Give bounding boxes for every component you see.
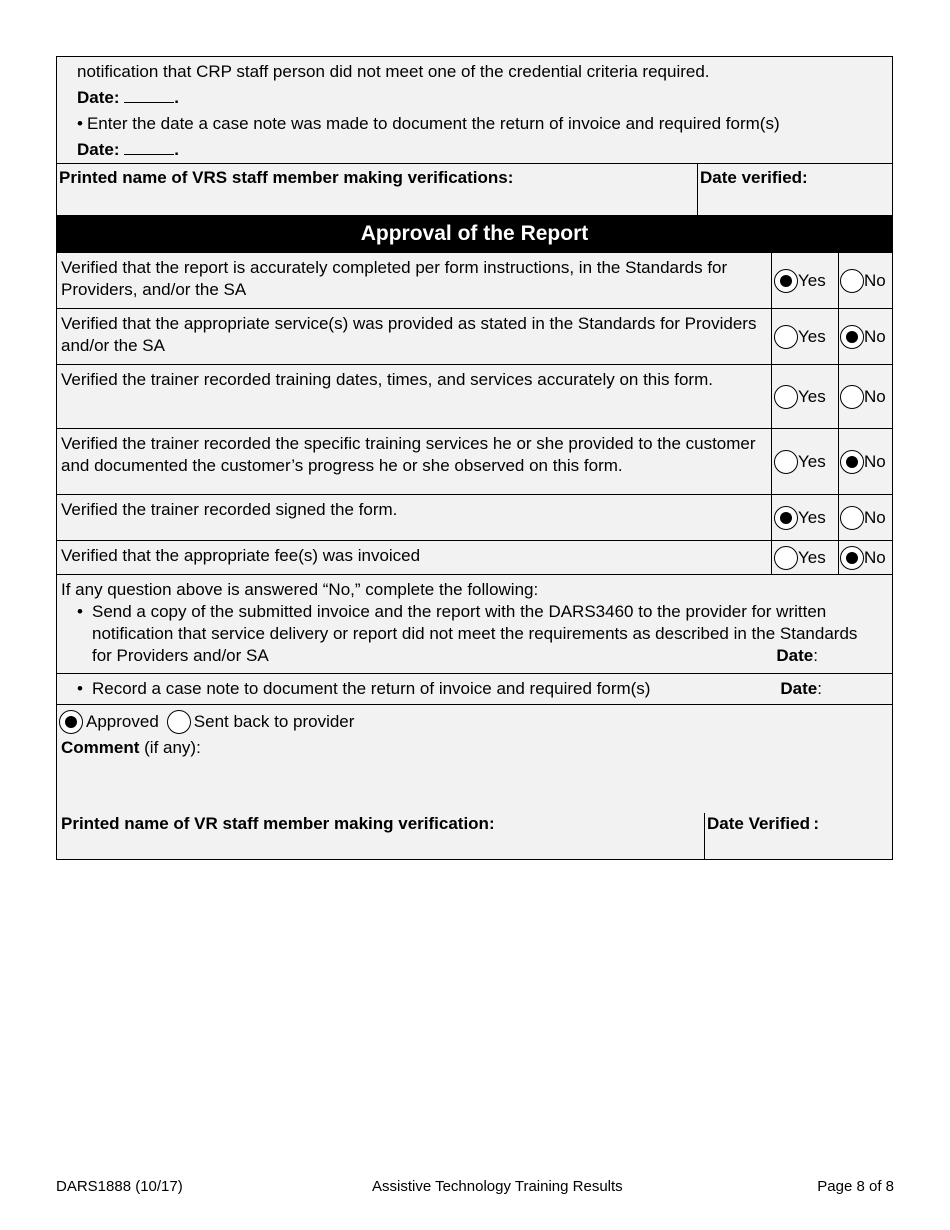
send-copy-text: Send a copy of the submitted invoice and the report with the DARS3460 to the provider for written notification that service delivery or report did not meet the requirements as described in the Standards for Providers and/or SA (92, 602, 858, 665)
sent-back-radio[interactable] (167, 710, 191, 734)
form-section (56, 56, 893, 860)
date-line-2: Date: . (77, 140, 179, 159)
date-line-1: Date: . (77, 88, 179, 107)
sent-back-label: Sent back to provider (193, 712, 355, 731)
question-row (57, 364, 892, 428)
yes-label: Yes (798, 386, 826, 406)
yes-label: Yes (798, 547, 826, 567)
no-radio[interactable] (840, 325, 864, 349)
date-blank-field[interactable] (124, 88, 174, 103)
yes-radio[interactable] (774, 450, 798, 474)
yes-label: Yes (798, 326, 826, 346)
yes-radio[interactable] (774, 506, 798, 530)
no-radio[interactable] (840, 546, 864, 570)
vrs-signature-row (57, 163, 892, 215)
comment-label: Comment (61, 738, 140, 757)
approved-radio[interactable] (59, 710, 83, 734)
yes-option[interactable] (771, 495, 838, 540)
approved-label: Approved (86, 712, 159, 731)
no-label: No (864, 270, 886, 290)
case-note-text: • Enter the date a case note was made to document the return of invoice and required form(s) (91, 111, 892, 137)
question-text: Verified the trainer recorded the specific training services he or she provided to the customer and documented the customer’s progress he or she observed on this form. (61, 434, 756, 475)
question-row (57, 428, 892, 494)
date-label: Date: (77, 140, 120, 159)
date-blank-field[interactable] (124, 140, 174, 155)
no-label: No (864, 326, 886, 346)
date-verified-field[interactable]: Date verified: (697, 164, 892, 215)
yes-label: Yes (798, 270, 826, 290)
no-radio[interactable] (840, 506, 864, 530)
no-label: No (864, 386, 886, 406)
no-label: No (864, 451, 886, 471)
form-id: DARS1888 (10/17) (56, 1178, 183, 1195)
no-label: No (864, 547, 886, 567)
yes-radio[interactable] (774, 269, 798, 293)
no-radio[interactable] (840, 450, 864, 474)
approval-options (57, 705, 892, 739)
verification-notes (57, 57, 892, 163)
question-row (57, 308, 892, 364)
notification-text: notification that CRP staff person did not meet one of the credential criteria required. (77, 62, 710, 81)
no-option[interactable] (838, 309, 892, 364)
question-row (57, 252, 892, 308)
no-label: No (864, 507, 886, 527)
yes-option[interactable] (771, 309, 838, 364)
question-text: Verified the trainer recorded training dates, times, and services accurately on this form. (61, 370, 713, 389)
yes-radio[interactable] (774, 546, 798, 570)
record-case-note-item (57, 673, 892, 704)
vr-name-field[interactable]: Printed name of VR staff member making verification: (61, 814, 495, 833)
question-text: Verified that the appropriate service(s) was provided as stated in the Standards for Providers and/or the SA (61, 314, 757, 355)
approval-header: Approval of the Report (57, 215, 892, 252)
page-number: Page 8 of 8 (817, 1178, 894, 1195)
yes-option[interactable] (771, 365, 838, 428)
comment-hint: (if any): (139, 738, 201, 757)
send-copy-date-field[interactable]: Date: (776, 646, 818, 665)
yes-label: Yes (798, 507, 826, 527)
record-date-field[interactable]: Date: (780, 679, 822, 698)
no-radio[interactable] (840, 269, 864, 293)
question-text: Verified that the appropriate fee(s) was invoiced (61, 546, 421, 565)
date-label: Date: (77, 88, 120, 107)
yes-option[interactable] (771, 429, 838, 494)
vrs-name-field[interactable]: Printed name of VRS staff member making verifications: (59, 168, 514, 187)
no-option[interactable] (838, 541, 892, 574)
send-copy-item (61, 601, 888, 667)
no-radio[interactable] (840, 385, 864, 409)
instructions-intro: If any question above is answered “No,” complete the following: (61, 580, 539, 599)
vr-date-verified-field[interactable]: Date Verified : (704, 813, 892, 859)
no-option[interactable] (838, 429, 892, 494)
record-text: Record a case note to document the return of invoice and required form(s) (92, 679, 651, 698)
approval-block (57, 704, 892, 859)
yes-option[interactable] (771, 541, 838, 574)
no-option[interactable] (838, 253, 892, 308)
yes-radio[interactable] (774, 325, 798, 349)
yes-option[interactable] (771, 253, 838, 308)
no-answer-instructions (57, 574, 892, 673)
question-list (57, 252, 892, 574)
question-text: Verified that the report is accurately completed per form instructions, in the Standards for Providers, and/or the SA (61, 258, 728, 299)
yes-label: Yes (798, 451, 826, 471)
no-option[interactable] (838, 495, 892, 540)
no-option[interactable] (838, 365, 892, 428)
footer-title: Assistive Technology Training Results (372, 1178, 623, 1195)
question-text: Verified the trainer recorded signed the form. (61, 500, 398, 519)
question-row (57, 540, 892, 574)
question-row (57, 494, 892, 540)
yes-radio[interactable] (774, 385, 798, 409)
vr-signature-row (57, 813, 892, 859)
comment-field[interactable] (57, 739, 892, 757)
